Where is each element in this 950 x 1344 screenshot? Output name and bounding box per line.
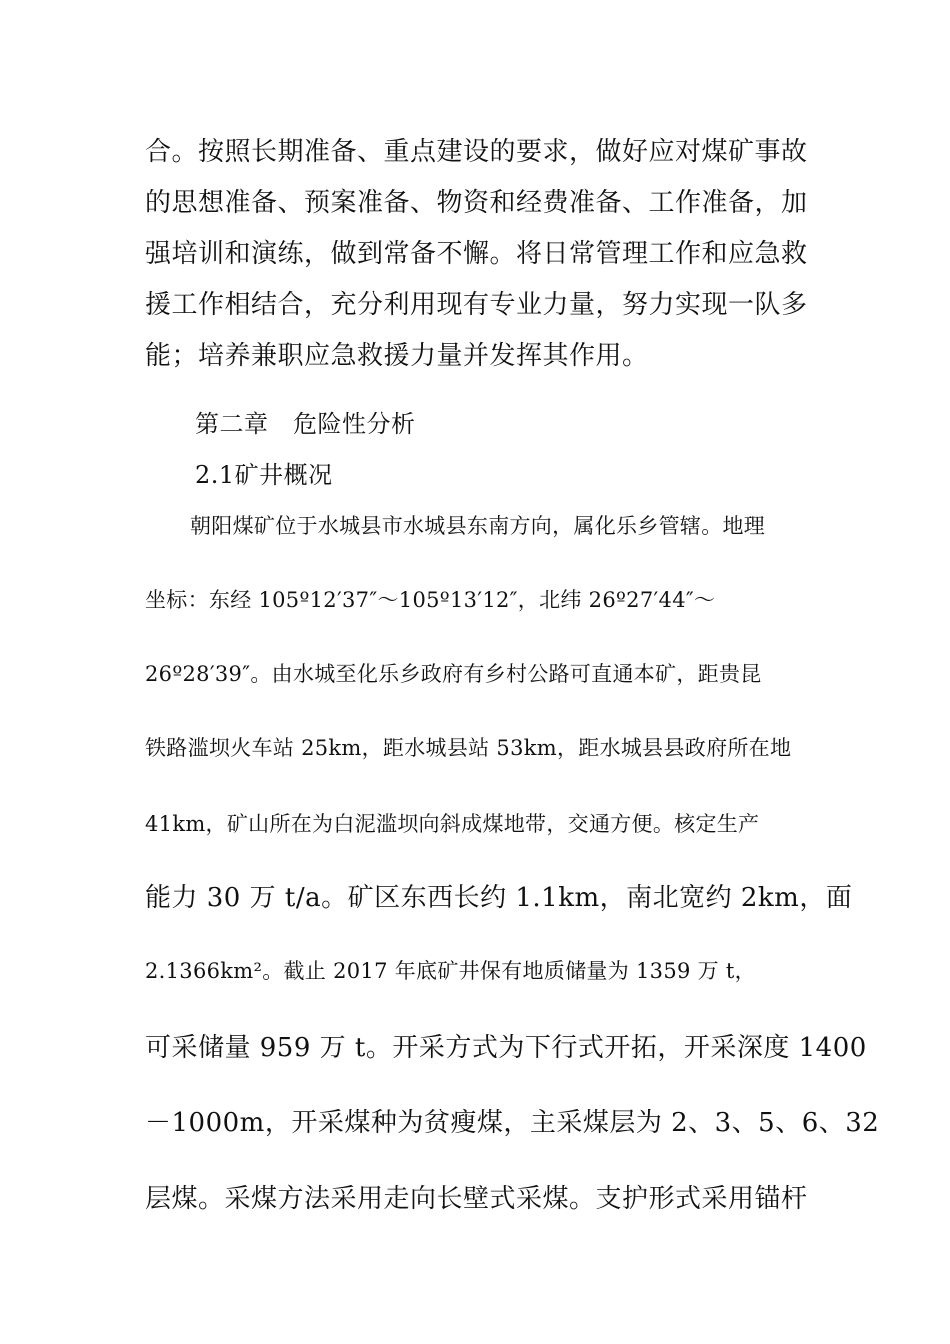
paragraph-line: 41km，矿山所在为白泥滥坝向斜成煤地带，交通方便。核定生产 xyxy=(145,812,760,836)
paragraph-line: 合。按照长期准备、重点建设的要求，做好应对煤矿事故 xyxy=(145,137,808,167)
paragraph-line: －1000m，开采煤种为贫瘦煤，主采煤层为 2、3、5、6、32 xyxy=(145,1108,880,1138)
paragraph-line: 能力 30 万 t/a。矿区东西长约 1.1km，南北宽约 2km，面 xyxy=(145,883,853,913)
paragraph-line: 朝阳煤矿位于水城县市水城县东南方向，属化乐乡管辖。地理 xyxy=(190,514,766,538)
paragraph-line: 铁路滥坝火车站 25km，距水城县站 53km，距水城县县政府所在地 xyxy=(145,736,792,760)
paragraph-line: 26º28′39″。由水城至化乐乡政府有乡村公路可直通本矿，距贵昆 xyxy=(145,662,762,686)
paragraph-line: 坐标：东经 105º12′37″～105º13′12″，北纬 26º27′44″～ xyxy=(145,588,716,612)
section-heading: 2.1矿井概况 xyxy=(195,461,333,489)
paragraph-line: 可采储量 959 万 t。开采方式为下行式开拓，开采深度 1400 xyxy=(145,1033,867,1063)
chapter-heading: 第二章 危险性分析 xyxy=(195,410,416,438)
paragraph-line: 强培训和演练，做到常备不懈。将日常管理工作和应急救 xyxy=(145,239,808,269)
paragraph-line: 的思想准备、预案准备、物资和经费准备、工作准备，加 xyxy=(145,188,808,218)
paragraph-line: 能；培养兼职应急救援力量并发挥其作用。 xyxy=(145,341,649,371)
paragraph-line: 援工作相结合，充分利用现有专业力量，努力实现一队多 xyxy=(145,290,808,320)
paragraph-line: 2.1366km²。截止 2017 年底矿井保有地质储量为 1359 万 t， xyxy=(145,959,756,983)
paragraph-line: 层煤。采煤方法采用走向长壁式采煤。支护形式采用锚杆 xyxy=(145,1184,808,1214)
